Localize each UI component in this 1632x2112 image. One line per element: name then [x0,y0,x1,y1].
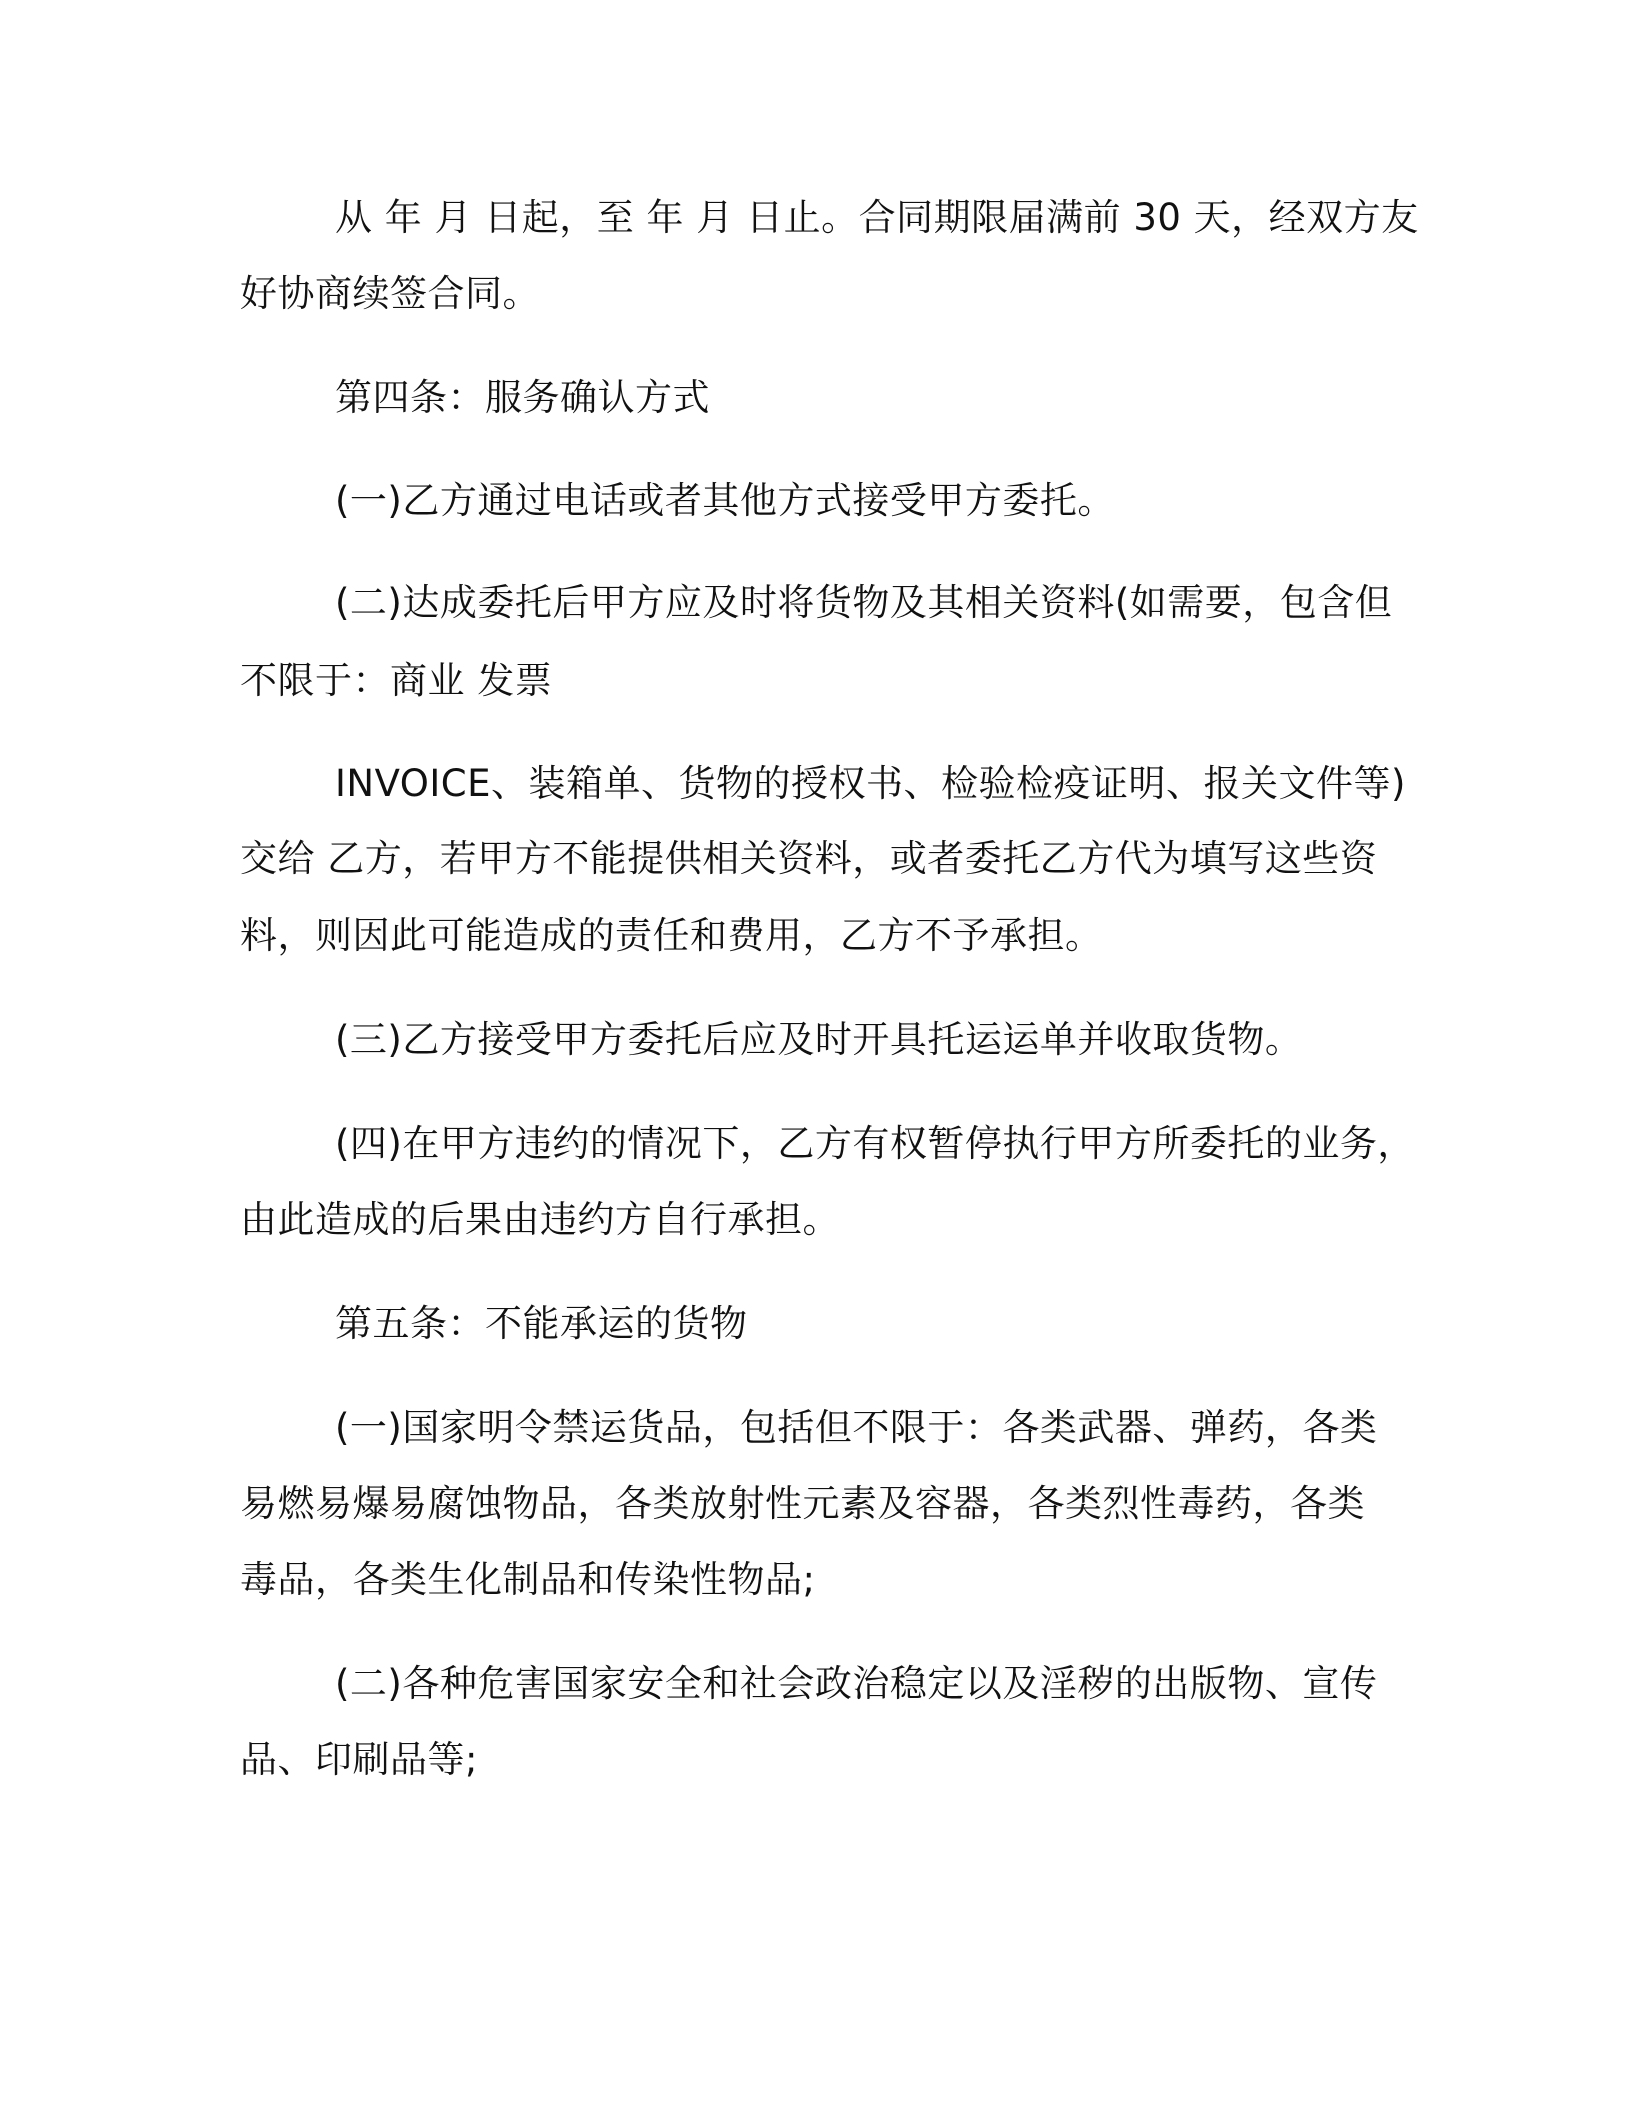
article-4-item-1: (一)乙方通过电话或者其他方式接受甲方委托。 [335,479,1115,522]
article-5-heading: 第五条：不能承运的货物 [335,1302,748,1345]
article-4-item-2-line-1: (二)达成委托后甲方应及时将货物及其相关资料(如需要，包含但 [335,581,1393,624]
article-4-item-2-cont-line-3: 料，则因此可能造成的责任和费用，乙方不予承担。 [240,914,1103,957]
article-5-item-2-line-2: 品、印刷品等; [240,1738,478,1781]
article-5-item-2-line-1: (二)各种危害国家安全和社会政治稳定以及淫秽的出版物、宣传 [335,1662,1378,1705]
article-5-item-1-line-3: 毒品，各类生化制品和传染性物品; [240,1558,816,1601]
article-4-heading: 第四条：服务确认方式 [335,376,710,419]
paragraph-term-line-1: 从 年 月 日起，至 年 月 日止。合同期限届满前 30 天，经双方友 [335,196,1419,239]
article-4-item-3: (三)乙方接受甲方委托后应及时开具托运运单并收取货物。 [335,1018,1303,1061]
article-5-item-1-line-2: 易燃易爆易腐蚀物品，各类放射性元素及容器，各类烈性毒药，各类 [240,1482,1365,1525]
article-4-item-4-line-1: (四)在甲方违约的情况下，乙方有权暂停执行甲方所委托的业务， [335,1122,1415,1165]
article-4-item-4-line-2: 由此造成的后果由违约方自行承担。 [240,1198,840,1241]
article-4-item-2-cont-line-1: INVOICE、装箱单、货物的授权书、检验检疫证明、报关文件等) [335,762,1406,805]
article-5-item-1-line-1: (一)国家明令禁运货品，包括但不限于：各类武器、弹药，各类 [335,1406,1378,1449]
article-4-item-2-cont-line-2: 交给 乙方，若甲方不能提供相关资料，或者委托乙方代为填写这些资 [240,837,1378,880]
article-4-item-2-line-2: 不限于：商业 发票 [240,659,553,702]
paragraph-term-line-2: 好协商续签合同。 [240,272,540,315]
